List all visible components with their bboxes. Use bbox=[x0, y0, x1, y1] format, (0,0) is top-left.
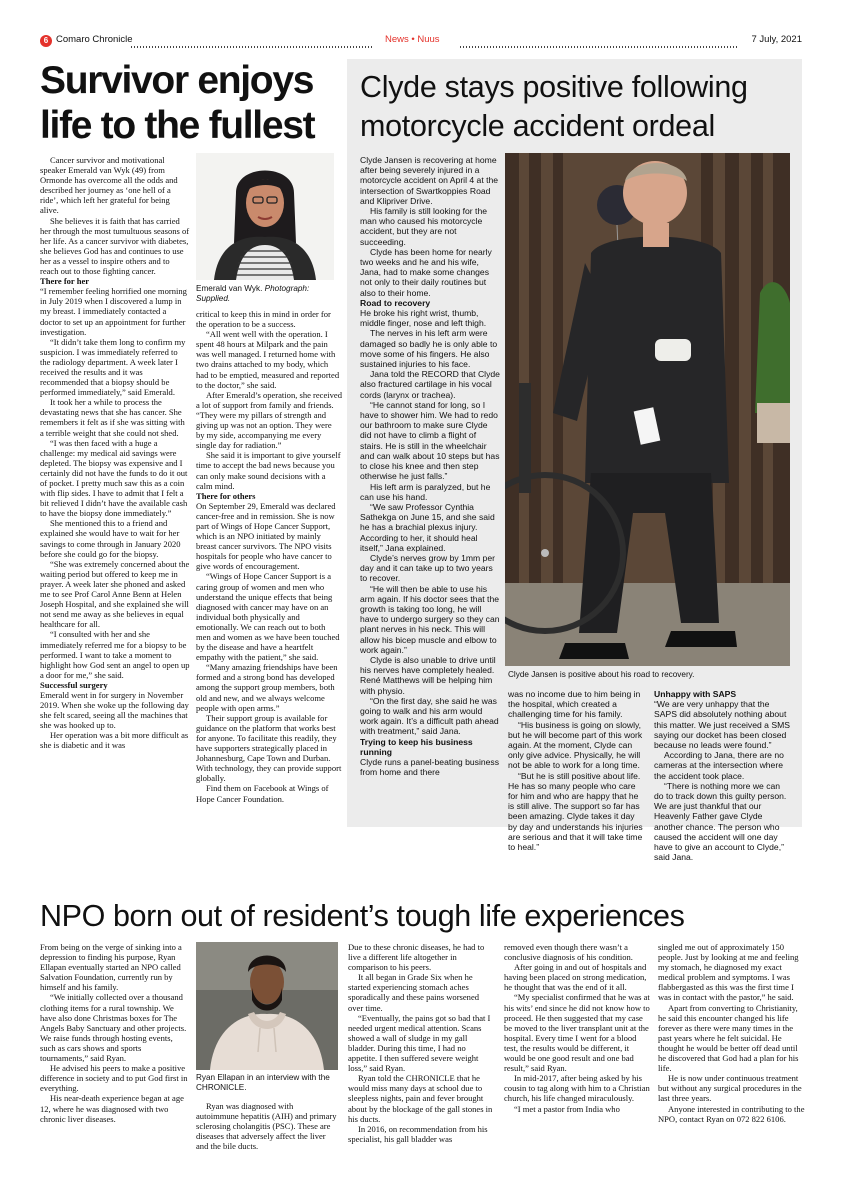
paragraph: According to Jana, there are no cameras at the intersection where the accident took place. bbox=[654, 750, 784, 781]
paragraph: Her operation was a bit more difficult as she is diabetic and it was bbox=[40, 730, 189, 751]
article2-headline: Clyde stays positive following motorcycle accident ordeal bbox=[360, 70, 748, 143]
ryan-photo bbox=[196, 942, 338, 1070]
paragraph: Clyde runs a panel-beating business from home and there bbox=[360, 756, 500, 778]
publication-name: Comaro Chronicle bbox=[56, 34, 133, 45]
emerald-portrait-image bbox=[196, 153, 334, 280]
paragraph: Ryan was diagnosed with autoimmune hepatitis (AIH) and primary sclerosing cholangitis (PSC). These are diseases that adversely affect the liver and the bile ducts. bbox=[196, 1101, 337, 1152]
article2-column-1 bbox=[360, 155, 500, 777]
paragraph: His left arm is paralyzed, but he can use his hand. bbox=[360, 481, 491, 502]
paragraph: Anyone interested in contributing to the NPO, contact Ryan on 072 822 6106. bbox=[658, 1103, 805, 1124]
emerald-photo bbox=[196, 153, 334, 280]
paragraph: He advised his peers to make a positive difference in society and to put God first in everything. bbox=[40, 1063, 188, 1094]
paragraph: She believes it is faith that has carried her through the most tumultuous seasons of her life. As a cancer survivor with diabetes, she believes God has and continues to use her as a vessel to inspire others and to reach out to those fighting cancer. bbox=[40, 215, 190, 277]
subheading: There for others bbox=[196, 490, 256, 501]
paragraph: In mid-2017, after being asked by his cousin to tag along with him to a Christian church, his life changed miraculously. bbox=[504, 1073, 650, 1104]
paragraph: Clyde has been home for nearly two weeks and he and his wife, Jana, had to make some changes not only to their daily routines but also to their home. bbox=[360, 246, 492, 298]
paragraph: “His business is going on slowly, but he will become part of this work again. At the moment, Clyde can only give advice. Physically, he will not be able to work for a long time. bbox=[508, 719, 643, 771]
paragraph: singled me out of approximately 150 people. Just by looking at me and feeling my stomach, he diagnosed my exact medical problem and symptoms. I was flabbergasted as this was the first time I was in contact with the pastor,” he said. bbox=[658, 942, 799, 1003]
page-number-badge: 6 bbox=[40, 35, 52, 47]
paragraph: Clyde is also unable to drive until his nerves have completely healed. René Matthews will be helping him with physio. bbox=[360, 654, 496, 696]
article3-column-3 bbox=[348, 942, 496, 1144]
emerald-caption-credit: Photograph: Supplied. bbox=[196, 284, 310, 303]
paragraph: From being on the verge of sinking into a depression to finding his purpose, Ryan Ellapan eventually started an NPO called Salvation Foundation, currently run by himself and his family. bbox=[40, 942, 182, 993]
paragraph: Clyde’s nerves grow by 1mm per day and it can take up to two years to recover. bbox=[360, 552, 495, 584]
paragraph: critical to keep this in mind in order for the operation to be a success. bbox=[196, 309, 331, 330]
subheading: Road to recovery bbox=[360, 297, 431, 308]
subheading: There for her bbox=[40, 276, 90, 287]
paragraph: removed even though there wasn’t a conclusive diagnosis of his condition. bbox=[504, 942, 633, 963]
emerald-caption bbox=[196, 284, 336, 304]
paragraph: “It didn’t take them long to confirm my suspicion. I was immediately referred to the radiology department. A week later I received the results and it was recommended that a biopsy should be performed immediately,” said Emerald. bbox=[40, 336, 186, 398]
subheading: Unhappy with SAPS bbox=[654, 689, 737, 699]
paragraph: “I consulted with her and she immediately referred me for a biopsy to be performed. I want to take a moment to highlight how God sent an angel to open up a door for me,” she said. bbox=[40, 629, 190, 680]
paragraph: “On the first day, she said he was going to walk and his arm would work again. It’s a difficult path ahead with treatment,” said Jana. bbox=[360, 695, 499, 737]
paragraph: Cancer survivor and motivational speaker Emerald van Wyk (49) from Ormonde has overcome all the odds and described her journey as ‘one hell of a ride’, which left her grateful for being alive. bbox=[40, 155, 178, 216]
paragraph: “There is nothing more we can do to track down this guilty person. We are just thankful that our Heavenly Father gave Clyde another chance. The person who caused the accident will one day have to give an account to Clyde,” said Jana. bbox=[654, 780, 787, 863]
article3-column-4 bbox=[504, 942, 652, 1114]
ryan-caption: Ryan Ellapan in an interview with the CHRONICLE. bbox=[196, 1073, 330, 1092]
article2-column-3 bbox=[654, 689, 792, 862]
subheading: Successful surgery bbox=[40, 679, 108, 690]
paragraph: “He cannot stand for long, so I have to shower him. We had to redo our bathroom to make sure Clyde did not have to climb a flight of stairs. He is still in the wheelchair and can walk about 10 steps but has to close his knee and then step otherwise he just falls.” bbox=[360, 399, 500, 482]
subheading: Trying to keep his business running bbox=[360, 736, 473, 757]
paragraph: “All went well with the operation. I spent 48 hours at Milpark and the pain was well managed. I returned home with two drains attached to my body, which had to be emptied, measured and reported to the doctor,” she said. bbox=[196, 329, 340, 390]
article1-headline: Survivor enjoys life to the fullest bbox=[40, 59, 315, 147]
clyde-photo bbox=[505, 153, 790, 666]
paragraph: “He will then be able to use his arm again. If his doctor sees that the growth is taking too long, he will have to undergo surgery so they can plant nerves in his neck. This will allow his bicep muscle and elbow to work again.” bbox=[360, 583, 500, 655]
paragraph: The nerves in his left arm were damaged so badly he is only able to move some of his fingers. He also sustained injuries to his face. bbox=[360, 328, 498, 370]
paragraph: “I met a pastor from India who bbox=[514, 1103, 620, 1114]
paragraph: Ryan told the CHRONICLE that he would miss many days at school due to sleepless nights, pain and fever brought about by the blockage of the gall stones in his ducts. bbox=[348, 1073, 493, 1124]
paragraph: “She was extremely concerned about the waiting period but offered to keep me in prayer. A week later she phoned and asked me to see Prof Carol Anne Benn at Helen Joseph Hospital, and she explained she will not send me away as she believes in equal healthcare for all. bbox=[40, 558, 190, 630]
article1-column-2 bbox=[196, 309, 342, 804]
paragraph: She mentioned this to a friend and explained she would have to wait for her savings to come through in January 2020 before she could go for the biopsy. bbox=[40, 518, 181, 559]
paragraph: was no income due to him being in the hospital, which created a challenging time for his family. bbox=[508, 689, 641, 720]
paragraph: “My specialist confirmed that he was at his wits’ end since he did not know how to proceed. He then suggested that my case be moved to the liver transplant unit at the hospital. Every time I went for a blood test, the results would be different, it would be one good result and one bad result,” said Ryan. bbox=[504, 992, 650, 1074]
paragraph: “I was then faced with a huge a challenge: my medical aid savings were depleted. The biopsy was expensive and I certainly did not have the funds to do it out of pocket. I pretty much saw this as a coin with flip sides. I have to admit that I felt a bit relieved I didn’t have the available cash to have the biopsy done immediately.” bbox=[40, 437, 188, 519]
article1-column-1 bbox=[40, 155, 190, 751]
paragraph: He is now under continuous treatment but without any surgical procedures in the last three years. bbox=[658, 1073, 802, 1104]
article3-column-5 bbox=[658, 942, 806, 1124]
issue-date: 7 July, 2021 bbox=[751, 34, 802, 45]
article2-column-2 bbox=[508, 689, 646, 852]
paragraph: It all began in Grade Six when he started experiencing stomach aches sporadically and these pains worsened over time. bbox=[348, 972, 480, 1013]
clyde-caption: Clyde Jansen is positive about his road to recovery. bbox=[508, 670, 695, 679]
paragraph: Find them on Facebook at Wings of Hope Cancer Foundation. bbox=[196, 783, 329, 804]
paragraph: “We are very unhappy that the SAPS did absolutely nothing about this matter. We just received a SMS saying our docket has been closed because no leads were found.” bbox=[654, 699, 790, 751]
ryan-portrait-image bbox=[196, 942, 338, 1070]
header-rule-right bbox=[460, 46, 737, 48]
paragraph: “But he is still positive about life. He has so many people who care for him and who are happy that he is still alive. The support so far has been amazing. Clyde takes it day by day and understands his injuries are serious and that it will take time to heal.” bbox=[508, 770, 643, 853]
header-rule-left bbox=[131, 46, 373, 48]
section-label: News • Nuus bbox=[385, 34, 440, 45]
paragraph: She said it is important to give yourself time to accept the bad news because you can only make sound decisions with a calm mind. bbox=[196, 450, 341, 491]
paragraph: Their support group is available for guidance on the platform that works best for anyone. To facilitate this readily, they have supporters strategically placed in Johannesburg, Cape Town and Durban. With technology, they can provide support globally. bbox=[196, 712, 342, 784]
paragraph: It took her a while to process the devastating news that she has cancer. She remembers it felt as if she was sitting with a terrible weight that she could not shed. bbox=[40, 397, 185, 438]
paragraph: On September 29, Emerald was declared cancer-free and in remission. She is now part of Wings of Hope Cancer Support, which is an NPO initiated by mainly breast cancer survivors. The NPO visits hospitals for people who have cancer to give words of encouragement. bbox=[196, 500, 336, 572]
paragraph: Jana told the RECORD that Clyde also fractured cartilage in his vocal cords (larynx or trachea). bbox=[360, 369, 500, 400]
paragraph: Apart from converting to Christianity, he said this encounter changed his life forever as there were many times in the past years where he felt suicidal. He thought he would be better off dead until he discovered that God had a plan for his life. bbox=[658, 1002, 799, 1074]
paragraph: “I remember feeling horrified one morning in July 2019 when I discovered a lump in my breast. I immediately contacted a doctor to set up an appointment for further investigation. bbox=[40, 286, 187, 337]
paragraph: “We saw Professor Cynthia Sathekga on June 15, and she said he has a brachial plexus injury. According to her, it should heal itself,” Jana explained. bbox=[360, 501, 495, 553]
article3-column-1 bbox=[40, 942, 188, 1124]
paragraph: After going in and out of hospitals and having been placed on strong medication, he thought that was the end of it all. bbox=[504, 962, 647, 993]
paragraph: In 2016, on recommendation from his specialist, his gall bladder was bbox=[348, 1123, 488, 1144]
clyde-wheelchair-image bbox=[505, 153, 790, 666]
paragraph: Emerald went in for surgery in November 2019. When she woke up the following day she felt scared, seeing all the machines that she was hooked up to. bbox=[40, 689, 189, 731]
article3-column-2 bbox=[196, 1101, 338, 1151]
paragraph: After Emerald’s operation, she received a lot of support from family and friends. “They were my pillars of strength and giving up was not an option. They were by my side, accompanying me every single day for radiation.” bbox=[196, 389, 342, 451]
paragraph: His family is still looking for the man who caused his motorcycle accident, but they are not succeeding. bbox=[360, 206, 488, 247]
paragraph: Due to these chronic diseases, he had to live a different life altogether in comparison to his peers. bbox=[348, 942, 485, 973]
paragraph: “We initially collected over a thousand clothing items for a rural township. We have also done Christmas boxes for The Angels Baby Sanctuary and other projects. We raise funds through hosting events, such as cars shows and sports tournaments,” said Ryan. bbox=[40, 992, 187, 1064]
paragraph: “Wings of Hope Cancer Support is a caring group of women and men who understand the unique effects that being diagnosed with cancer may have on an individual both physically and emotionally. We can reach out to both men and women as we have been touched by the disease and have a heartfelt empathy with the patient,” she said. bbox=[196, 571, 340, 663]
paragraph: He broke his right wrist, thumb, middle finger, nose and left thigh. bbox=[360, 308, 487, 329]
paragraph: Clyde Jansen is recovering at home after being severely injured in a motorcycle accident on April 4 at the intersection of Swartkoppies Road and Klipriver Drive. bbox=[360, 155, 499, 206]
emerald-caption-text: Emerald van Wyk. bbox=[196, 284, 265, 293]
paragraph: His near-death experience began at age 12, where he was diagnosed with two chronic liver diseases. bbox=[40, 1093, 184, 1124]
article3-headline: NPO born out of resident’s tough life experiences bbox=[40, 899, 685, 933]
paragraph: “Many amazing friendships have been formed and a strong bond has developed among the support group members, both old and new, and we always welcome people with open arms.” bbox=[196, 662, 338, 713]
paragraph: “Eventually, the pains got so bad that I needed urgent medical attention. Scans showed a wall of sludge in my gall bladder. During this time, I had no appetite. I then suffered severe weight loss,” said Ryan. bbox=[348, 1012, 491, 1074]
